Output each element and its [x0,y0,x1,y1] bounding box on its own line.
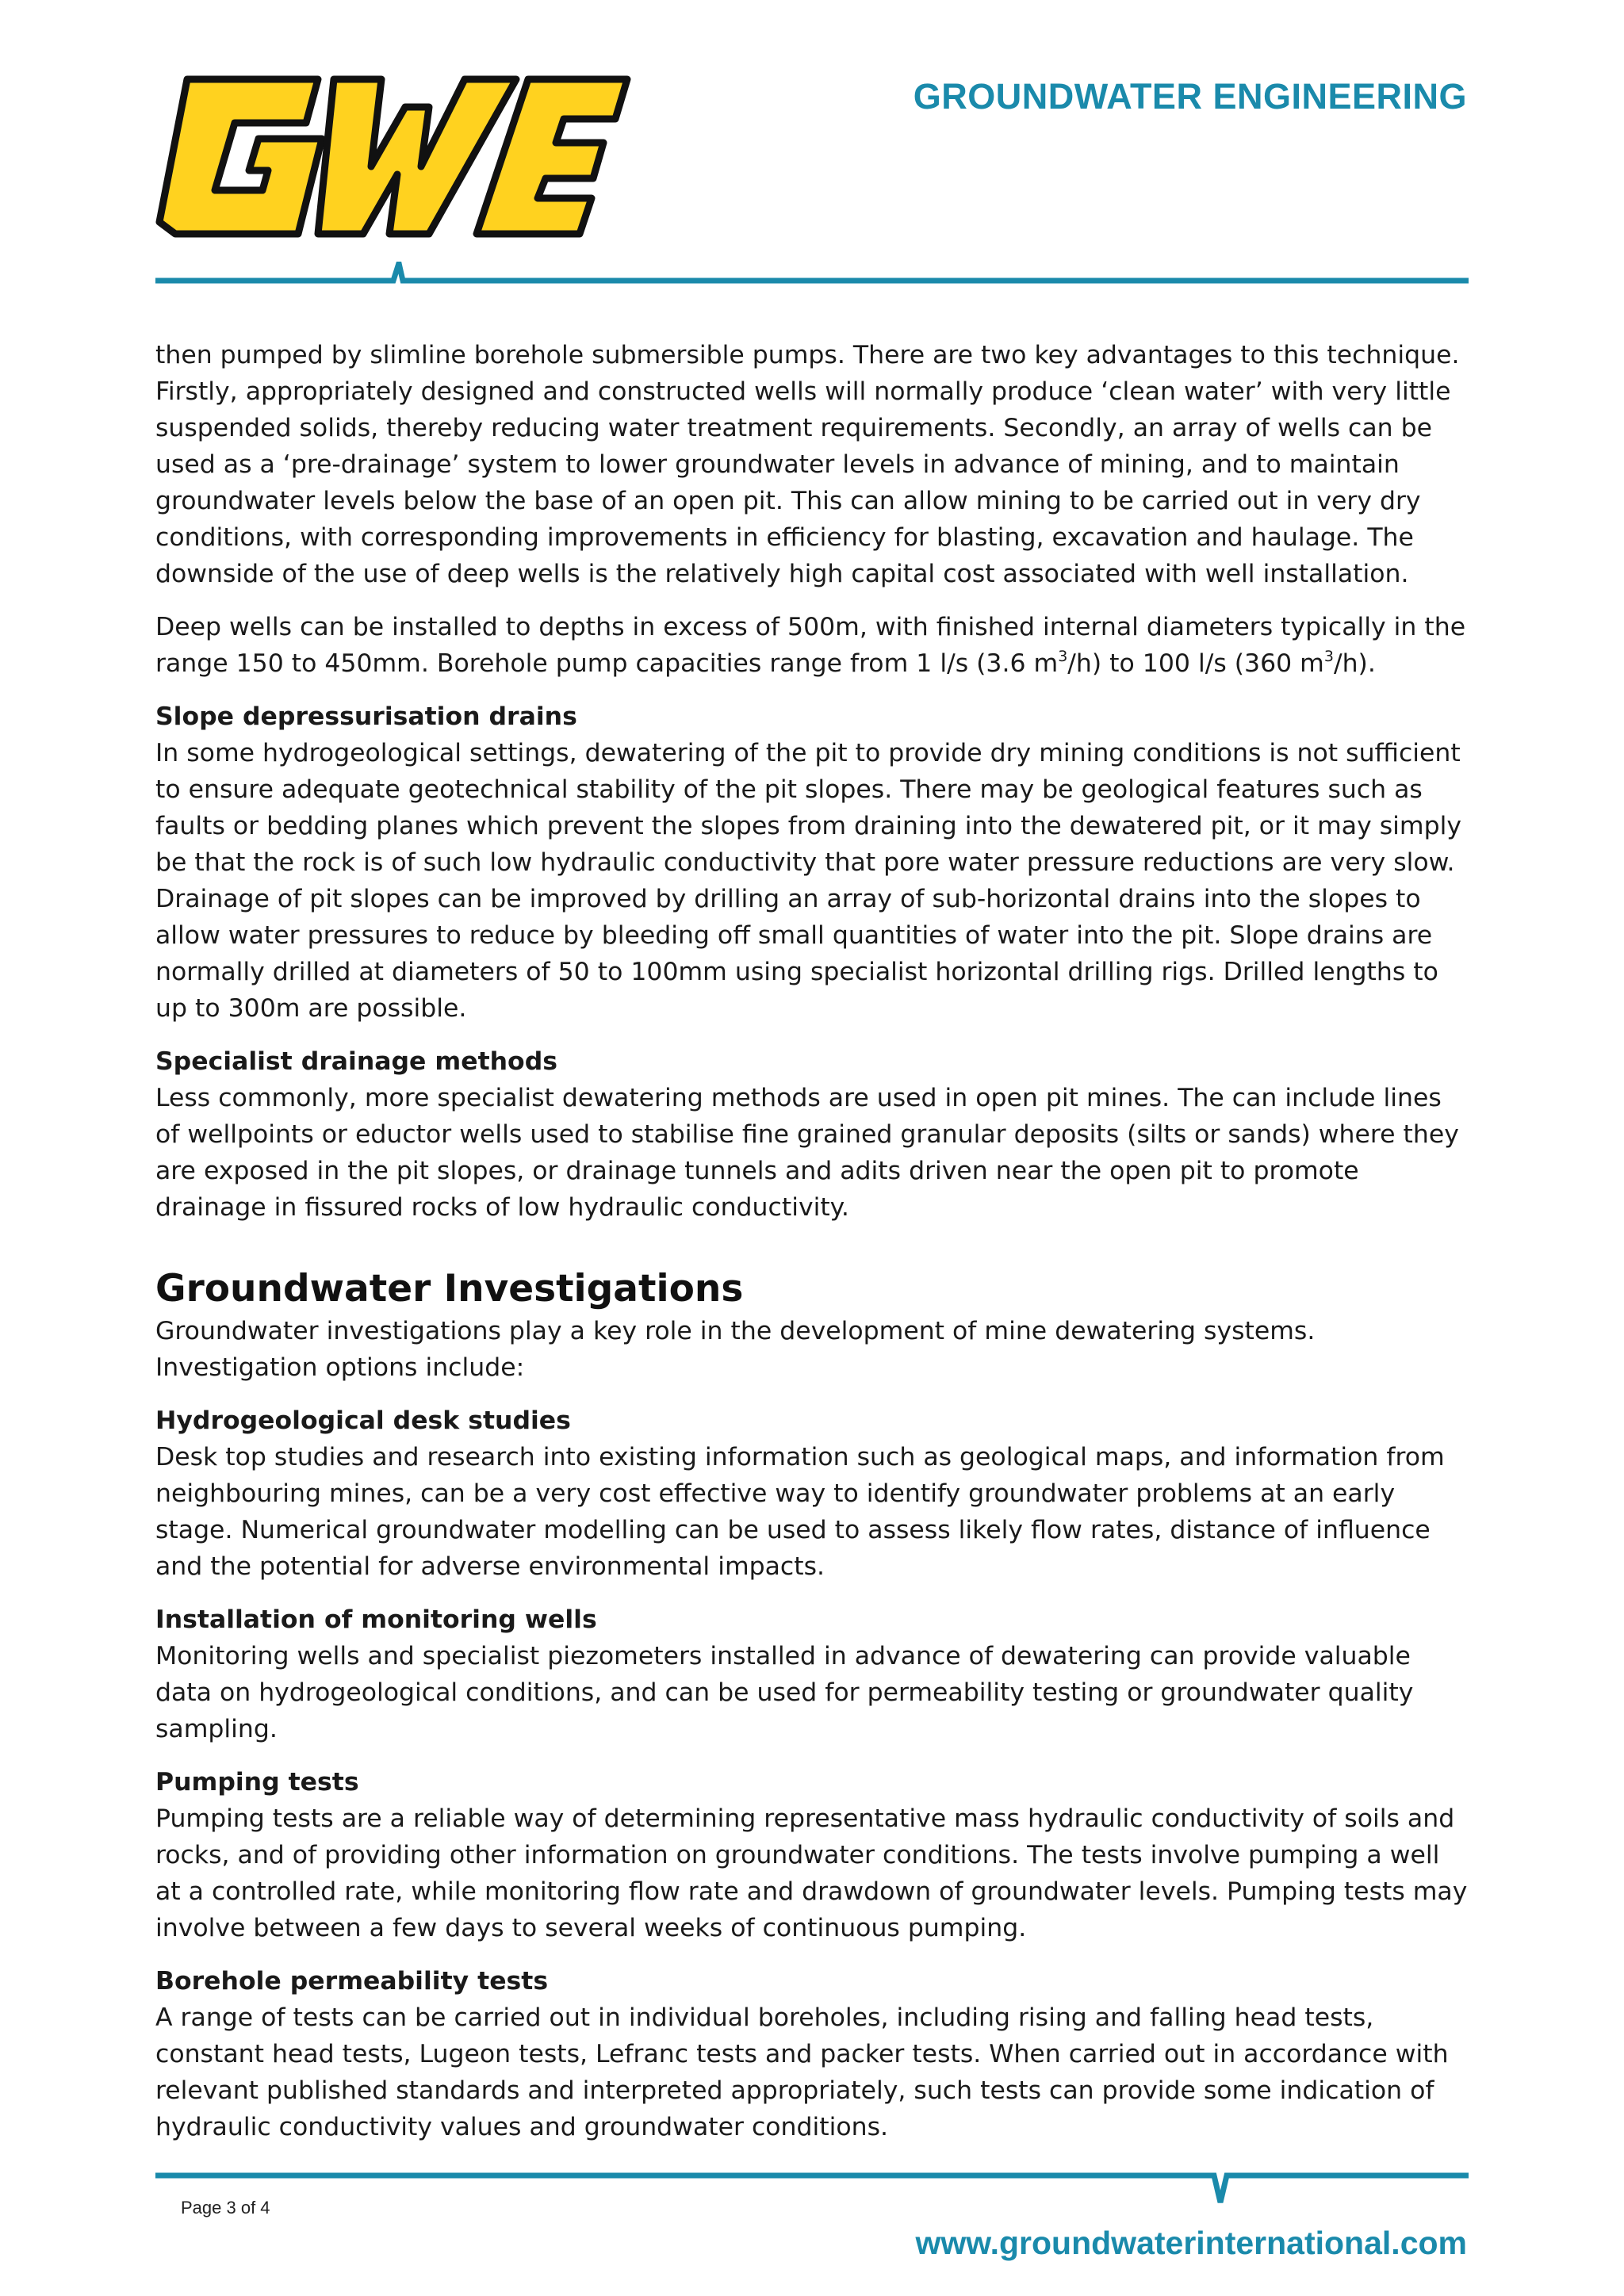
page-number: Page 3 of 4 [181,2198,270,2218]
website-link[interactable]: www.groundwaterinternational.com [915,2225,1467,2261]
paragraph-slope-drains: In some hydrogeological settings, dewatering of the pit to provide dry mining conditions is not sufficient to ensure adequate geotechnical stability of the pit slopes. There may be geological features such as faults or bedding planes which prevent the slopes from draining into the dewatered pit, or it may simply be that the rock is of such low hydraulic conductivity that pore water pressure reductions are very slow. Drainage of pit slopes can be improved by drilling an array of sub-horizontal drains into the slopes to allow water pressures to reduce by bleeding off small quantities of water into the pit. Slope drains are normally drilled at diameters of 50 to 100mm using specialist horizontal drilling rigs. Drilled lengths to up to 300m are possible. [155,739,1461,1023]
section-heading-groundwater-investigations: Groundwater Investigations [155,1267,744,1311]
subheading-specialist-drainage: Specialist drainage methods [155,1047,557,1076]
header-divider [155,262,1469,293]
paragraph-investigations-intro: Groundwater investigations play a key role in the development of mine dewatering systems. Investigation options include: [155,1317,1316,1382]
gwe-logo [155,71,631,262]
document-body [155,337,1472,2162]
paragraph-deep-wells-capacity: Deep wells can be installed to depths in excess of 500m, with finished internal diameters typically in the range 150 to 450mm. Borehole pump capacities range from 1 l/s (3.6 $m^3/h$) to 100 l/s (360 $m^3/h$). [155,613,1466,678]
company-name: GROUNDWATER ENGINEERING [913,76,1467,117]
subheading-slope-drains: Slope depressurisation drains [155,702,577,731]
subheading-borehole-tests: Borehole permeability tests [155,1967,549,1996]
subheading-pumping-tests: Pumping tests [155,1768,359,1797]
paragraph-borehole-tests: A range of tests can be carried out in individual boreholes, including rising and falling head tests, constant head tests, Lugeon tests, Lefranc tests and packer tests. When carried out in accordance with relevant published standards and interpreted appropriately, such tests can provide some indication of hydraulic conductivity values and groundwater conditions. [155,2003,1449,2141]
subheading-desk-studies: Hydrogeological desk studies [155,1406,571,1435]
paragraph-deep-wells: then pumped by slimline borehole submersible pumps. There are two key advantages to this technique. Firstly, appropriately designed and constructed wells will normally produce ‘clean water’ with very little suspended solids, thereby reducing water treatment requirements. Secondly, an array of wells can be used as a ‘pre-drainage’ system to lower groundwater levels in advance of mining, and to maintain groundwater levels below the base of an open pit. This can allow mining to be carried out in very dry conditions, with corresponding improvements in efficiency for blasting, excavation and haulage. The downside of the use of deep wells is the relatively high capital cost associated with well installation. [155,341,1460,588]
paragraph-desk-studies: Desk top studies and research into existing information such as geological maps, and information from neighbouring mines, can be a very cost effective way to identify groundwater problems at an early stage. Numerical groundwater modelling can be used to assess likely flow rates, distance of influence and the potential for adverse environmental impacts. [155,1443,1445,1581]
subheading-monitoring-wells: Installation of monitoring wells [155,1605,597,1634]
paragraph-specialist-drainage: Less commonly, more specialist dewatering methods are used in open pit mines. The can include lines of wellpoints or eductor wells used to stabilise fine grained granular deposits (silts or sands) where they are exposed in the pit slopes, or drainage tunnels and adits driven near the open pit to promote drainage in fissured rocks of low hydraulic conductivity. [155,1084,1459,1222]
paragraph-monitoring-wells: Monitoring wells and specialist piezometers installed in advance of dewatering can provide valuable data on hydrogeological conditions, and can be used for permeability testing or groundwater quality sampling. [155,1642,1414,1743]
footer-divider [155,2164,1469,2206]
paragraph-pumping-tests: Pumping tests are a reliable way of determining representative mass hydraulic conductivity of soils and rocks, and of providing other information on groundwater conditions. The tests involve pumping a well at a controlled rate, while monitoring flow rate and drawdown of groundwater levels. Pumping tests may involve between a few days to several weeks of continuous pumping. [155,1804,1468,1942]
